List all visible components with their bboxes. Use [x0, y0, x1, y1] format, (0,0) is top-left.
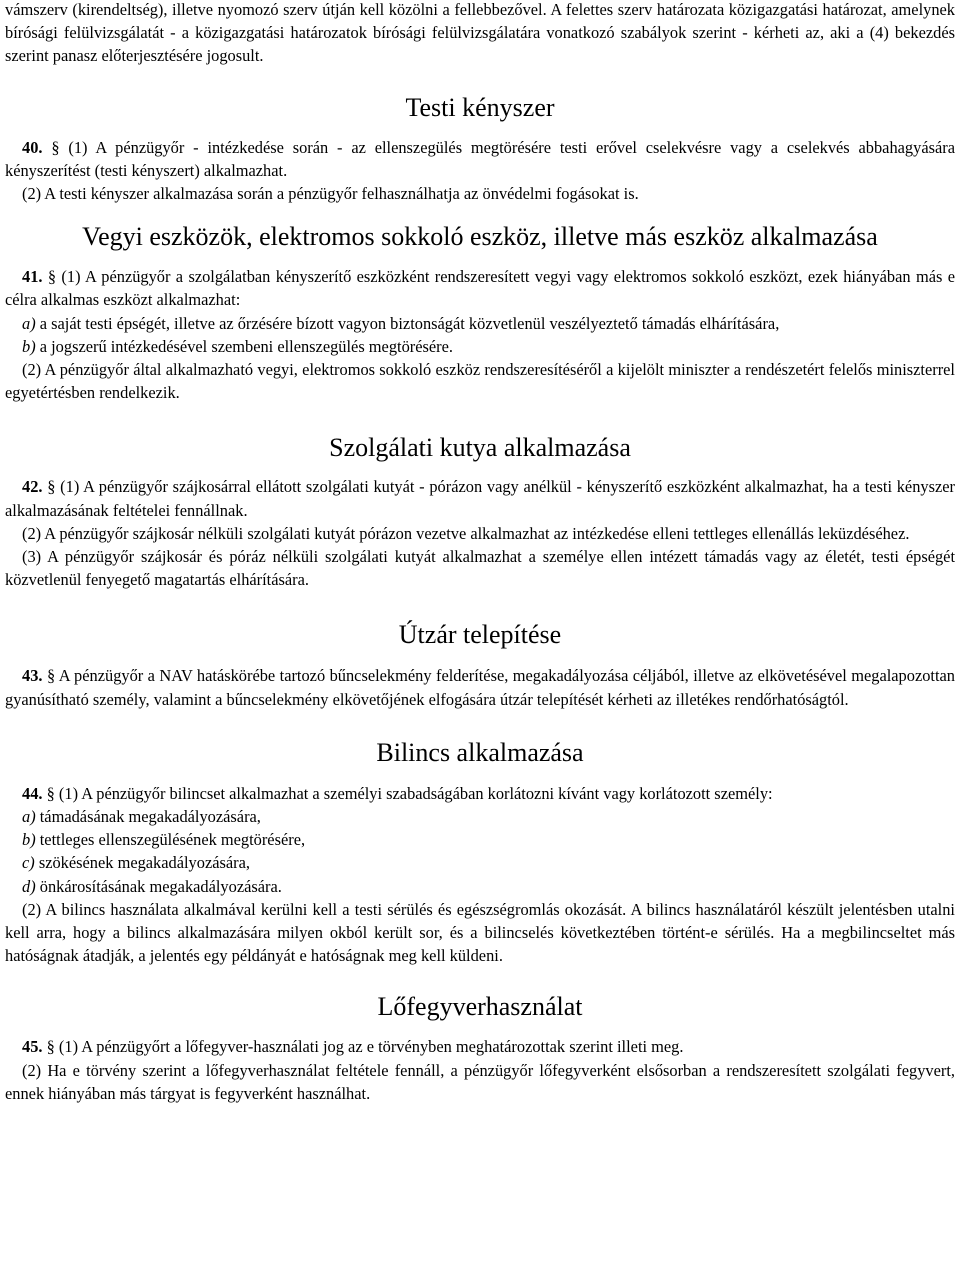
section-heading-utzar-telepitese: Útzár telepítése	[398, 620, 562, 650]
section-sign: §	[46, 666, 56, 686]
section-40-paragraph-1	[5, 136, 955, 182]
point-text: a jogszerű intézkedésével szembeni ellenszegülés megtörésére.	[35, 336, 453, 356]
intro-paragraph: vámszerv (kirendeltség), illetve nyomozó szerv útján kell közölni a fellebbezővel. A felettes szerv határozata közigazgatási határozat, amelynek bírósági felülvizsgálatát - a közigazgatási határozatok bírósági felülvizsgálatára vonatkozó szabályok szerint - kérheti az, aki a (4) bekezdés szerint panasz előterjesztésére jogosult.	[5, 0, 955, 66]
point-label: a)	[22, 807, 36, 827]
section-sign: §	[47, 267, 57, 287]
section-heading-lofegyverhasznalat: Lőfegyverhasználat	[377, 992, 583, 1022]
section-41-point-b	[5, 335, 955, 358]
paragraph-text: A pénzügyőr a NAV hatáskörébe tartozó bűncselekmény felderítése, megakadályozása céljából, illetve az elkövetésével megalapozottan gyanúsítható személy, valamint a bűncselekmény elkövetőjének elfogására útzár telepítését kérheti az illetékes rendőrhatóságtól.	[5, 666, 955, 709]
section-heading-testi-kenyszer: Testi kényszer	[405, 92, 555, 122]
section-42-paragraph-3: (3) A pénzügyőr szájkosár és póráz nélküli szolgálati kutyát alkalmazhat a személye ellen intézett támadás vagy az életét, testi épségét közvetlenül fenyegető magatartás elhárítására.	[5, 547, 955, 590]
section-heading-vegyi-eszkozok: Vegyi eszközök, elektromos sokkoló eszköz, illetve más eszköz alkalmazása	[82, 222, 878, 252]
section-45-paragraph-1	[5, 1035, 955, 1058]
section-44-point-d	[5, 875, 955, 898]
section-41-paragraph-1	[5, 265, 955, 311]
paragraph-text: (1) A pénzügyőr - intézkedése során - az ellenszegülés megtörésére testi erővel cselekvésre vagy a cselekvés abbahagyására kényszerítést (testi kényszert) alkalmazhat.	[5, 137, 955, 180]
section-44-paragraph-2: (2) A bilincs használata alkalmával kerülni kell a testi sérülés és egészségromlás okozását. A bilincs használatáról készült jelentésben utalni kell arra, hogy a bilincs alkalmazására milyen okból került sor, és a bilincselés következtében történt-e sérülés. Ha a megbilincseltet más hatóságnak átadják, a jelentés egy példányát e hatóságnak meg kell küldeni.	[5, 899, 955, 966]
paragraph-text: (1) A pénzügyőr bilincset alkalmazhat a személyi szabadságában korlátozni kívánt vagy korlátozott személy:	[54, 783, 773, 803]
section-45-paragraph-2: (2) Ha e törvény szerint a lőfegyverhasználat feltétele fennáll, a pénzügyőr lőfegyverként elsősorban a rendszeresített szolgálati fegyvert, ennek hiányában más tárgyat is fegyverként használhat.	[5, 1060, 955, 1103]
point-text: önkárosításának megakadályozására.	[35, 876, 282, 896]
point-label: a)	[22, 313, 36, 333]
section-40-paragraph-2: (2) A testi kényszer alkalmazása során a pénzügyőr felhasználhatja az önvédelmi fogásokat is.	[22, 184, 639, 204]
section-heading-bilincs-alkalmazasa: Bilincs alkalmazása	[376, 737, 584, 767]
section-44-point-a	[5, 805, 955, 828]
section-sign: §	[46, 783, 55, 803]
paragraph-text: (1) A pénzügyőr szájkosárral ellátott szolgálati kutyát - pórázon vagy anélkül - kényszerítő eszközként alkalmazhat, ha a testi kényszer alkalmazásának feltételei fennállnak.	[5, 477, 955, 520]
point-text: tettleges ellenszegülésének megtörésére,	[35, 830, 306, 850]
section-41-point-a	[5, 312, 955, 335]
point-label: b)	[22, 336, 36, 356]
point-text: szökésének megakadályozására,	[34, 853, 250, 873]
section-number: 41.	[22, 267, 43, 287]
section-44-paragraph-1	[5, 782, 955, 805]
section-sign: §	[46, 1037, 55, 1057]
section-heading-szolgalati-kutya: Szolgálati kutya alkalmazása	[329, 433, 631, 463]
section-42-paragraph-2: (2) A pénzügyőr szájkosár nélküli szolgálati kutyát pórázon vezetve alkalmazhat az intézkedése elleni tettleges ellenállás leküzdéséhez.	[22, 523, 910, 543]
section-number: 45.	[22, 1037, 43, 1057]
point-text: a saját testi épségét, illetve az őrzésére bízott vagyon biztonságát közvetlenül veszélyeztető támadás elhárítására,	[35, 313, 780, 333]
section-44-point-c	[5, 851, 955, 874]
section-number: 40.	[22, 137, 43, 157]
section-sign: §	[51, 137, 60, 157]
paragraph-text: (1) A pénzügyőr a szolgálatban kényszerítő eszközként rendszeresített vegyi vagy elektromos sokkoló eszközt, ezek hiányában más e célra alkalmas eszközt alkalmazhat:	[5, 267, 955, 310]
document-page	[5, 0, 955, 1105]
point-label: d)	[22, 876, 36, 896]
section-number: 44.	[22, 783, 43, 803]
section-43-paragraph-1	[5, 664, 955, 710]
section-sign: §	[47, 477, 56, 497]
paragraph-text: (1) A pénzügyőrt a lőfegyver-használati jog az e törvényben meghatározottak szerint illeti meg.	[54, 1037, 684, 1057]
section-41-paragraph-2: (2) A pénzügyőr által alkalmazható vegyi, elektromos sokkoló eszköz rendszeresítéséről a kijelölt miniszter a rendészetért felelős miniszterrel egyetértésben rendelkezik.	[5, 360, 955, 403]
section-number: 42.	[22, 477, 43, 497]
point-label: c)	[22, 853, 35, 873]
section-number: 43.	[22, 666, 43, 686]
section-44-point-b	[5, 828, 955, 851]
point-text: támadásának megakadályozására,	[35, 807, 261, 827]
point-label: b)	[22, 830, 36, 850]
section-42-paragraph-1	[5, 475, 955, 521]
